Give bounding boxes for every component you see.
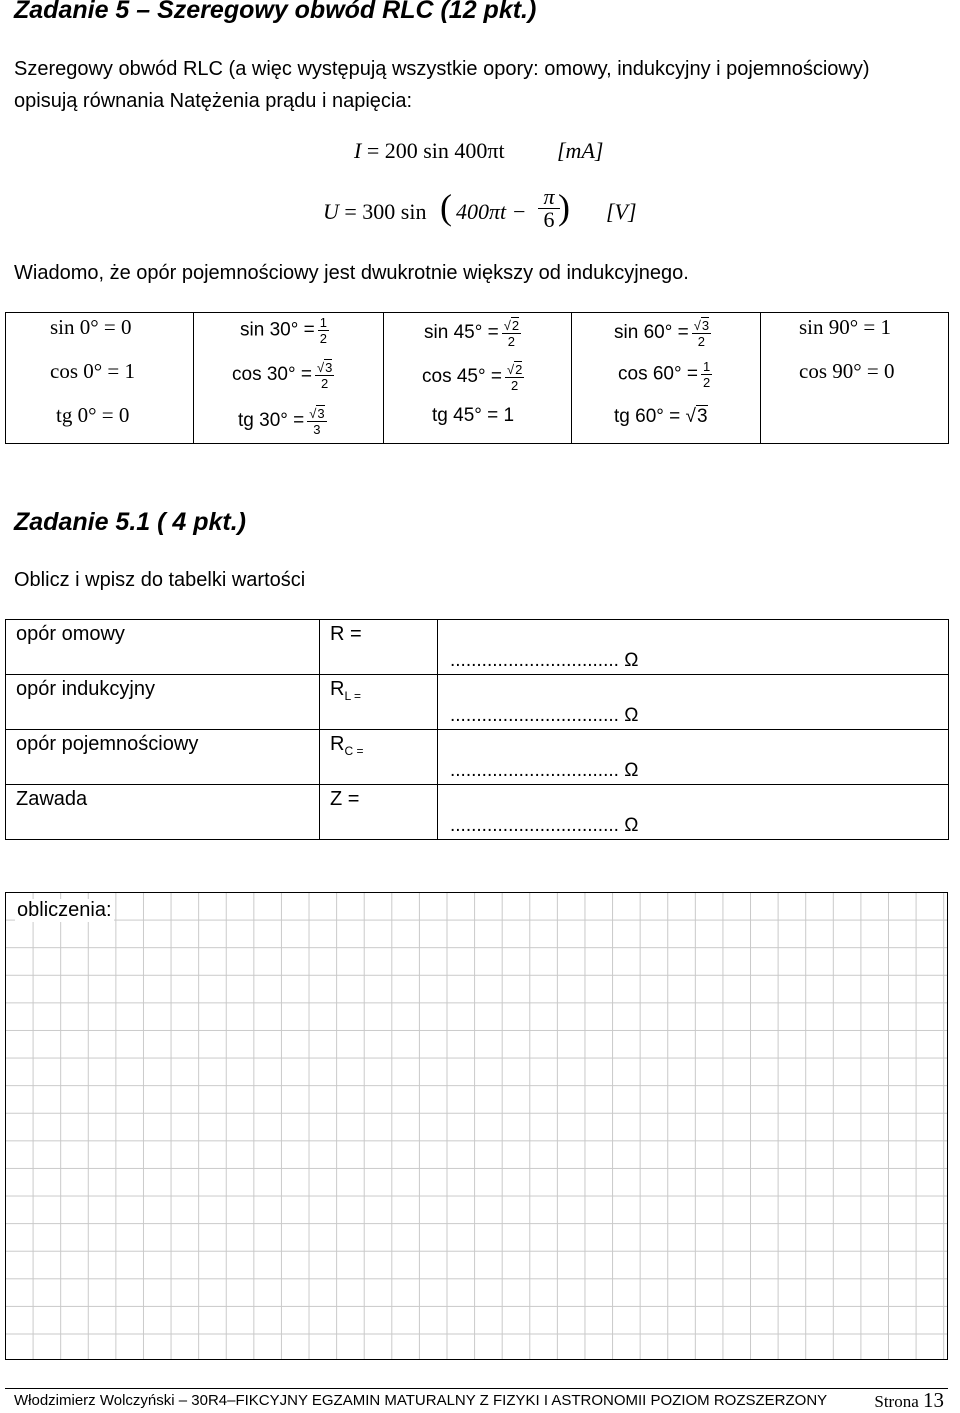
footer-divider (5, 1388, 948, 1389)
row-symbol: R = (330, 623, 362, 645)
task-title: Zadanie 5 – Szeregowy obwód RLC (12 pkt.) (14, 0, 537, 24)
sin-90: sin 90° = 1 (799, 315, 891, 339)
answer-blank[interactable]: ................................ Ω (450, 705, 639, 726)
eq-voltage-fraction (538, 186, 560, 231)
row-impedance (6, 785, 949, 840)
row-symbol: $R_{L =}$ (330, 678, 362, 703)
sin-30: sin 30° = $\frac{1}{2}$ (240, 315, 327, 346)
tg-60: tg 60° = √3 (614, 406, 708, 427)
row-label: Zawada (16, 788, 88, 810)
row-capacitive (6, 730, 949, 785)
known-fact: Wiadomo, że opór pojemnościowy jest dwukrotnie większy od indukcyjnego. (14, 262, 689, 284)
frac-den: 6 (543, 207, 555, 232)
cos-45: cos 45° = $\frac{√2}{2}$ (422, 362, 523, 393)
sin-60: sin 60° = $\frac{√3}{2}$ (614, 318, 710, 349)
equation-current (354, 138, 505, 164)
row-label: opór omowy (16, 623, 125, 645)
intro-line-2: opisują równania Natężenia prądu i napięcia: (14, 90, 413, 112)
cos-60: cos 60° = $\frac{1}{2}$ (618, 359, 711, 390)
row-label: opór pojemnościowy (16, 733, 199, 755)
calc-label: obliczenia: (17, 899, 112, 921)
subtask-instruction: Oblicz i wpisz do tabelki wartości (14, 569, 306, 591)
row-label: opór indukcyjny (16, 678, 155, 700)
sin-45: sin 45° = $\frac{√2}{2}$ (424, 318, 520, 349)
tg-30: tg 30° = $\frac{√3}{3}$ (238, 406, 325, 437)
trig-col-60 (572, 313, 761, 444)
row-inductive (6, 675, 949, 730)
row-symbol: Z = (330, 788, 360, 810)
equation-voltage (323, 199, 426, 225)
calculation-grid[interactable] (5, 892, 948, 1360)
footer-text: Włodzimierz Wolczyński – 30R4–FIKCYJNY EGZAMIN MATURALNY Z FIZYKI I ASTRONOMII POZIOM ROZSZERZONY (14, 1392, 828, 1409)
eq-current-lhs: I (354, 138, 362, 163)
trig-col-45 (384, 313, 572, 444)
row-resistance (6, 620, 949, 675)
eq-voltage-unit: [V] (606, 199, 637, 224)
cos-30: cos 30° = $\frac{√3}{2}$ (232, 360, 333, 391)
paren-open: ( (440, 187, 452, 227)
answer-blank[interactable]: ................................ Ω (450, 815, 639, 836)
answer-blank[interactable]: ................................ Ω (450, 760, 639, 781)
paren-close: ) (558, 187, 570, 227)
cos-0: cos 0° = 1 (50, 359, 135, 383)
trig-col-90 (761, 313, 949, 444)
eq-current-rhs: = 200 sin 400πt (366, 138, 505, 163)
trig-col-30 (194, 313, 384, 444)
page-number: Strona 13 (874, 1388, 944, 1412)
values-table (5, 619, 949, 840)
row-symbol: $R_{C =}$ (330, 733, 364, 758)
cos-90: cos 90° = 0 (799, 359, 895, 383)
subtask-title: Zadanie 5.1 ( 4 pkt.) (14, 508, 247, 536)
intro-line-1: Szeregowy obwód RLC (a więc występują wszystkie opory: omowy, indukcyjny i pojemnościowy) (14, 58, 870, 80)
answer-blank[interactable]: ................................ Ω (450, 650, 639, 671)
eq-voltage-coef: = 300 sin (344, 199, 427, 224)
trig-table (5, 312, 949, 444)
eq-voltage-arg: 400πt − (456, 199, 527, 224)
sin-0: sin 0° = 0 (50, 315, 132, 339)
eq-voltage-lhs: U (323, 199, 339, 224)
tg-45: tg 45° = 1 (432, 405, 515, 426)
eq-current-unit: [mA] (557, 138, 604, 163)
tg-0: tg 0° = 0 (56, 403, 130, 427)
frac-num: π (538, 186, 560, 209)
trig-col-0 (6, 313, 194, 444)
